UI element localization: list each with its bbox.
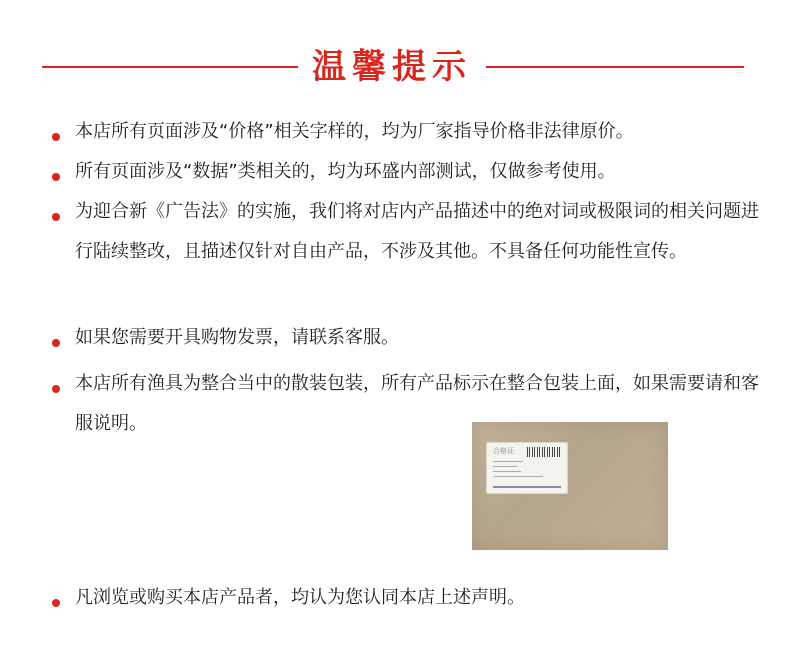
- notice-text: 所有页面涉及“数据”类相关的，均为环盛内部测试，仅做参考使用。: [75, 161, 616, 182]
- notice-text: 如果您需要开具购物发票，请联系客服。: [75, 327, 399, 348]
- bullet-icon: [52, 133, 60, 141]
- bullet-icon: [52, 213, 60, 221]
- notice-text: 为迎合新《广告法》的实施，我们将对店内产品描述中的绝对词或极限词的相关问题进行陆续整改，且描述仅针对自由产品，不涉及其他。不具备任何功能性宣传。: [75, 201, 759, 262]
- label-line: [493, 466, 517, 467]
- bullet-icon: [52, 339, 60, 347]
- notice-text: 凡浏览或购买本店产品者，均认为您认同本店上述声明。: [75, 587, 525, 608]
- section-header: [0, 38, 790, 98]
- label-line: [493, 471, 521, 472]
- header-divider-right: [486, 66, 744, 68]
- bullet-icon: [52, 385, 60, 393]
- notice-text: 本店所有页面涉及“价格”相关字样的，均为厂家指导价格非法律原价。: [75, 121, 634, 142]
- label-line: [493, 461, 523, 462]
- header-divider-left: [42, 66, 298, 68]
- page-title: 温馨提示: [312, 47, 472, 87]
- label-title: 合格证: [493, 447, 514, 455]
- bullet-icon: [52, 599, 60, 607]
- barcode-icon: [527, 447, 561, 457]
- packaging-photo: [472, 422, 668, 550]
- label-footer: [493, 486, 561, 488]
- product-label: [486, 442, 568, 494]
- notice-text: 本店所有渔具为整合当中的散装包装，所有产品标示在整合包装上面，如果需要请和客服说明。: [75, 373, 759, 434]
- bullet-icon: [52, 173, 60, 181]
- label-line: [493, 476, 543, 477]
